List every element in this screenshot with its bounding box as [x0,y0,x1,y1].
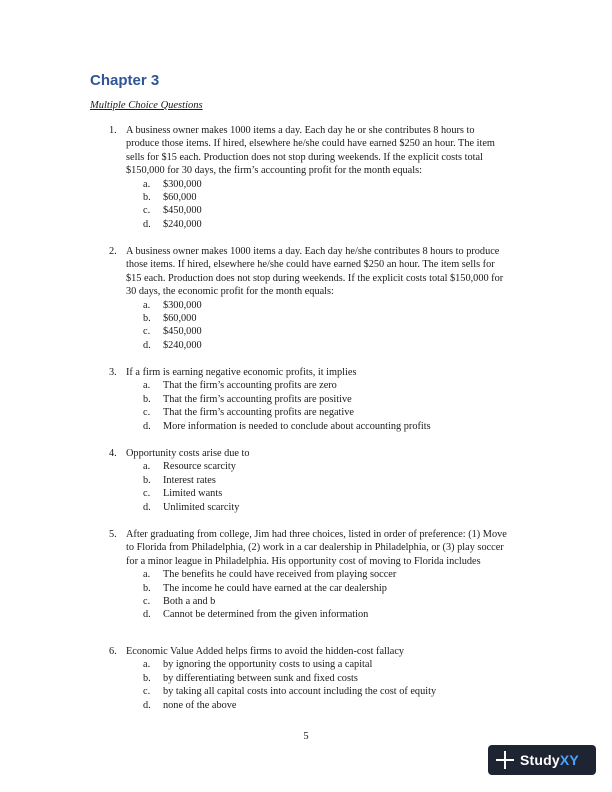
question-line: Economic Value Added helps firms to avoid the hidden-cost fallacy [126,646,405,657]
question-number: 1. [109,125,117,136]
option-item [143,420,529,433]
brand-name [520,752,579,768]
option-item [143,685,529,698]
question-line: to Florida from Philadelphia, (2) work in a car dealership in Philadelphia, or (3) play soccer [126,542,504,554]
question-4 [109,447,529,514]
option-item [143,501,529,514]
option-list [143,568,529,622]
option-list [143,379,529,433]
option-item [143,460,529,473]
question-number: 5. [109,529,117,540]
option-letter: b. [143,474,151,486]
option-item [143,312,529,325]
question-text [126,528,529,568]
question-line: for a minor league in Philadelphia. His opportunity cost of moving to Florida includes [126,555,481,567]
section-title: Multiple Choice Questions [90,100,203,111]
question-text [126,645,529,658]
option-item [143,299,529,312]
option-text: $300,000 [163,178,202,190]
option-text: Interest rates [163,474,216,486]
option-text: $60,000 [163,192,197,204]
option-letter: a. [143,659,151,671]
option-text: The income he could have earned at the car dealership [163,582,387,594]
question-line: $150,000 for 30 days, the firm’s accounting profit for the month equals: [126,165,422,177]
option-text: More information is needed to conclude about accounting profits [163,420,431,432]
option-item [143,204,529,217]
option-text: $240,000 [163,218,202,230]
option-item [143,568,529,581]
question-text [126,447,529,460]
question-line: sells for $15 each. Production does not stop during weekends. If the explicit costs total [126,151,483,163]
option-letter: a. [143,178,151,190]
question-text [126,366,529,379]
question-line: produce those items. If hired, elsewhere he/she could have earned $250 an hour. The item [126,138,495,150]
question-line: $15 each. Production does not stop during weekends. If the explicit costs total $150,000 for [126,272,504,284]
brand-accent: XY [559,752,579,768]
option-letter: b. [143,313,151,325]
option-item [143,191,529,204]
question-6 [109,645,529,712]
option-text: The benefits he could have received from playing soccer [163,569,397,581]
option-text: by differentiating between sunk and fixed costs [163,672,358,684]
option-text: That the firm’s accounting profits are zero [163,380,337,392]
studyxy-badge[interactable] [488,745,596,775]
option-list [143,178,529,232]
question-5 [109,528,529,622]
option-item [143,582,529,595]
option-letter: b. [143,192,151,204]
option-letter: c. [143,488,151,500]
option-letter: a. [143,299,151,311]
option-item [143,595,529,608]
option-list [143,460,529,514]
option-item [143,474,529,487]
option-text: Limited wants [163,488,223,500]
option-item [143,379,529,392]
question-number: 4. [109,448,117,459]
option-letter: a. [143,569,151,581]
question-number: 3. [109,367,117,378]
option-letter: b. [143,393,151,405]
option-letter: d. [143,339,151,351]
option-text: by taking all capital costs into account including the cost of equity [163,686,437,698]
question-1 [109,124,529,231]
option-text: $240,000 [163,339,202,351]
page-number: 5 [303,731,309,742]
question-line: A business owner makes 1000 items a day. Each day he or she contributes 8 hours to [126,125,475,136]
brand-main: Study [520,752,560,768]
option-item [143,218,529,231]
option-letter: d. [143,218,151,230]
option-text: $450,000 [163,326,202,338]
question-2 [109,245,529,352]
option-letter: b. [143,672,151,684]
option-item [143,393,529,406]
question-text [126,124,529,178]
option-item [143,658,529,671]
option-item [143,339,529,352]
option-text: none of the above [163,699,237,711]
question-line: 30 days, the economic profit for the month equals: [126,286,334,298]
option-item [143,178,529,191]
option-letter: d. [143,501,151,513]
option-letter: a. [143,461,151,473]
option-letter: b. [143,582,151,594]
option-text: That the firm’s accounting profits are negative [163,407,354,419]
option-text: by ignoring the opportunity costs to using a capital [163,659,373,671]
option-text: That the firm’s accounting profits are positive [163,393,352,405]
option-item [143,325,529,338]
question-line: After graduating from college, Jim had three choices, listed in order of preference: (1) Move [126,529,507,540]
option-letter: c. [143,686,151,698]
option-text: Resource scarcity [163,461,236,473]
question-line: A business owner makes 1000 items a day. Each day he/she contributes 8 hours to produce [126,246,500,257]
option-letter: a. [143,380,151,392]
question-3 [109,366,529,433]
option-text: Cannot be determined from the given information [163,609,369,621]
option-text: Both a and b [163,596,216,607]
chapter-title: Chapter 3 [90,72,160,89]
option-letter: c. [143,596,151,607]
question-number: 6. [109,646,117,657]
option-item [143,672,529,685]
option-text: $300,000 [163,299,202,311]
option-list [143,658,529,712]
plus-icon [496,751,514,769]
option-letter: d. [143,609,151,621]
option-letter: c. [143,326,151,338]
option-letter: c. [143,205,151,217]
question-line: Opportunity costs arise due to [126,448,250,459]
option-letter: d. [143,420,151,432]
option-letter: d. [143,699,151,711]
question-number: 2. [109,246,117,257]
option-item [143,608,529,621]
question-line: those items. If hired, elsewhere he/she could have earned $250 an hour. The item sells for [126,259,495,271]
option-text: $450,000 [163,205,202,217]
option-text: $60,000 [163,313,197,325]
option-item [143,406,529,419]
option-item [143,699,529,712]
option-letter: c. [143,407,151,419]
option-item [143,487,529,500]
question-line: If a firm is earning negative economic profits, it implies [126,367,357,378]
question-text [126,245,529,299]
option-list [143,299,529,353]
option-text: Unlimited scarcity [163,501,240,513]
